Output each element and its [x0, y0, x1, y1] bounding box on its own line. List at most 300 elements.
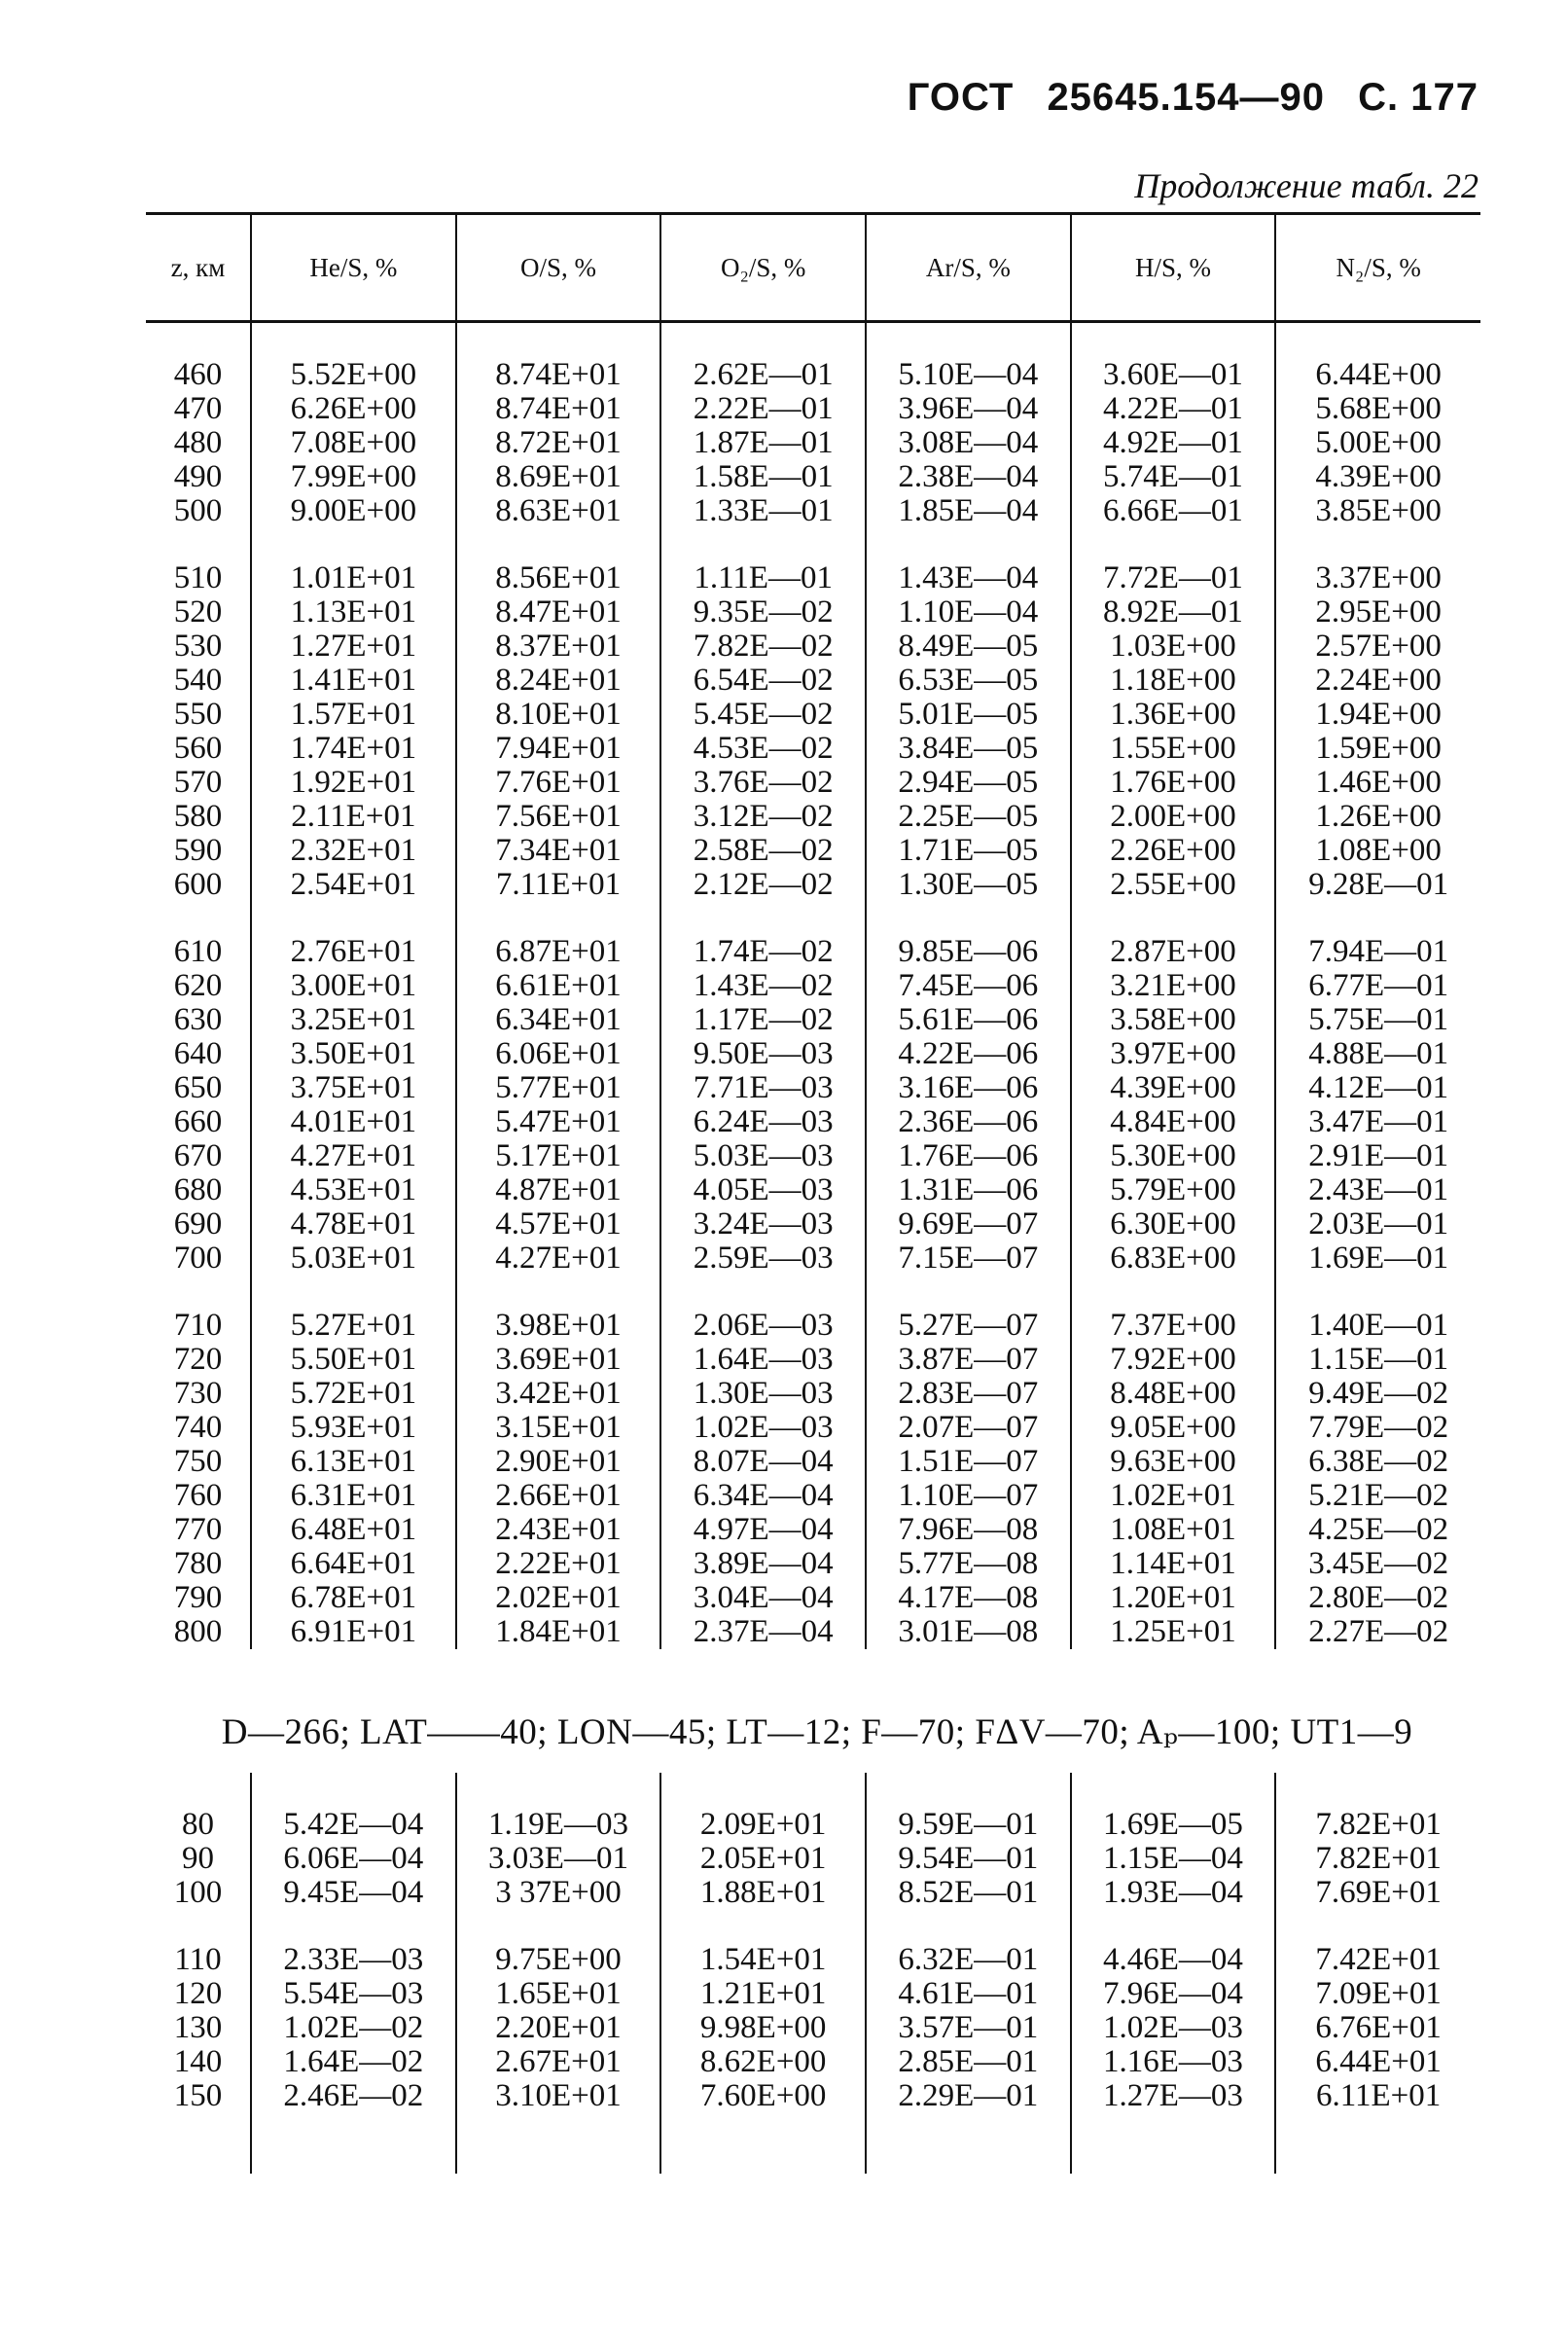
cell-o: 8.56E+01 — [456, 528, 661, 595]
table-row — [146, 969, 1480, 1003]
cell-he: 1.01E+01 — [251, 528, 456, 595]
cell-o2: 1.17E—02 — [660, 1003, 866, 1037]
cell-h: 1.02E—03 — [1071, 2011, 1276, 2045]
cell-he: 5.54E—03 — [251, 1977, 456, 2011]
table-row — [146, 494, 1480, 528]
cell-o: 1.65E+01 — [456, 1977, 661, 2011]
cell-o: 2.43E+01 — [456, 1513, 661, 1547]
tail-spacer-cell — [456, 2113, 661, 2174]
cell-ar: 3.84E—05 — [866, 732, 1071, 766]
cell-o2: 6.34E—04 — [660, 1479, 866, 1513]
cell-altitude: 590 — [173, 833, 223, 868]
cell-altitude: 660 — [173, 1104, 223, 1139]
cell-o2: 1.30E—03 — [660, 1377, 866, 1411]
cell-he: 6.13E+01 — [251, 1445, 456, 1479]
table-row — [146, 426, 1480, 460]
cell-altitude: 610 — [173, 934, 223, 969]
cell-altitude: 790 — [173, 1580, 223, 1615]
cell-h: 3.97E+00 — [1071, 1037, 1276, 1071]
cell-h: 1.15E—04 — [1071, 1842, 1276, 1876]
cell-o: 5.17E+01 — [456, 1139, 661, 1173]
cell-o: 3 37E+00 — [456, 1876, 661, 1910]
cell-o: 3.15E+01 — [456, 1411, 661, 1445]
table-row — [146, 800, 1480, 834]
cell-n2: 7.79E—02 — [1275, 1411, 1480, 1445]
cell-o2: 4.97E—04 — [660, 1513, 866, 1547]
cell-o: 2.22E+01 — [456, 1547, 661, 1581]
cell-n2: 3.45E—02 — [1275, 1547, 1480, 1581]
cell-he: 3.50E+01 — [251, 1037, 456, 1071]
cell-he: 9.45E—04 — [251, 1876, 456, 1910]
cell-n2: 2.27E—02 — [1275, 1615, 1480, 1649]
table-row — [146, 1547, 1480, 1581]
cell-h: 1.18E+00 — [1071, 664, 1276, 698]
data-table-bottom — [146, 1773, 1480, 2174]
cell-h: 6.30E+00 — [1071, 1207, 1276, 1241]
cell-ar: 9.69E—07 — [866, 1207, 1071, 1241]
cell-o2: 6.24E—03 — [660, 1105, 866, 1139]
cell-ar: 2.83E—07 — [866, 1377, 1071, 1411]
cell-ar: 1.43E—04 — [866, 528, 1071, 595]
column-header-o: O/S, % — [456, 214, 661, 322]
cell-h: 2.26E+00 — [1071, 834, 1276, 868]
cell-o: 8.24E+01 — [456, 664, 661, 698]
cell-altitude: 670 — [173, 1138, 223, 1173]
cell-o: 5.77E+01 — [456, 1071, 661, 1105]
cell-altitude: 760 — [173, 1478, 223, 1513]
cell-h: 1.55E+00 — [1071, 732, 1276, 766]
cell-o: 9.75E+00 — [456, 1910, 661, 1977]
row-group — [146, 1773, 1480, 1910]
cell-ar: 5.10E—04 — [866, 322, 1071, 393]
cell-n2: 2.80E—02 — [1275, 1581, 1480, 1615]
cell-o: 8.69E+01 — [456, 460, 661, 494]
row-group — [146, 902, 1480, 1276]
cell-h: 4.39E+00 — [1071, 1071, 1276, 1105]
cell-o2: 9.35E—02 — [660, 595, 866, 630]
tail-spacer-cell — [251, 2113, 456, 2174]
column-header-ar: Ar/S, % — [866, 214, 1071, 322]
cell-o: 8.10E+01 — [456, 698, 661, 732]
cell-o: 8.47E+01 — [456, 595, 661, 630]
cell-ar: 1.10E—07 — [866, 1479, 1071, 1513]
table-continuation-caption: Продолжение табл. 22 — [1134, 166, 1479, 205]
cell-he: 2.46E—02 — [251, 2079, 456, 2113]
cell-altitude: 690 — [173, 1206, 223, 1241]
table-row — [146, 1842, 1480, 1876]
cell-altitude: 540 — [173, 663, 223, 698]
table-row — [146, 1173, 1480, 1207]
cell-o2: 2.22E—01 — [660, 392, 866, 426]
cell-he: 7.99E+00 — [251, 460, 456, 494]
cell-n2: 1.08E+00 — [1275, 834, 1480, 868]
cell-h: 6.83E+00 — [1071, 1241, 1276, 1276]
cell-he: 6.64E+01 — [251, 1547, 456, 1581]
row-group — [146, 322, 1480, 529]
cell-ar: 3.57E—01 — [866, 2011, 1071, 2045]
cell-o2: 5.03E—03 — [660, 1139, 866, 1173]
cell-h: 8.92E—01 — [1071, 595, 1276, 630]
cell-ar: 2.94E—05 — [866, 766, 1071, 800]
table-row — [146, 1343, 1480, 1377]
table-row — [146, 595, 1480, 630]
table-row — [146, 322, 1480, 393]
cell-ar: 1.10E—04 — [866, 595, 1071, 630]
cell-altitude: 640 — [173, 1036, 223, 1071]
cell-ar: 1.51E—07 — [866, 1445, 1071, 1479]
cell-he: 5.03E+01 — [251, 1241, 456, 1276]
table-row — [146, 1037, 1480, 1071]
cell-n2: 6.44E+00 — [1275, 322, 1480, 393]
cell-h: 1.14E+01 — [1071, 1547, 1276, 1581]
cell-h: 7.37E+00 — [1071, 1276, 1276, 1343]
cell-ar: 1.71E—05 — [866, 834, 1071, 868]
table-row — [146, 1207, 1480, 1241]
cell-he: 5.50E+01 — [251, 1343, 456, 1377]
tail-spacer-cell — [660, 2113, 866, 2174]
table-row — [146, 392, 1480, 426]
cell-o: 7.76E+01 — [456, 766, 661, 800]
table-row — [146, 1910, 1480, 1977]
cell-o: 2.20E+01 — [456, 2011, 661, 2045]
cell-ar: 6.53E—05 — [866, 664, 1071, 698]
cell-altitude: 750 — [173, 1444, 223, 1479]
cell-altitude: 460 — [173, 357, 223, 392]
cell-o2: 4.05E—03 — [660, 1173, 866, 1207]
table-row — [146, 732, 1480, 766]
cell-o: 7.94E+01 — [456, 732, 661, 766]
tail-spacer-cell — [146, 2113, 251, 2174]
cell-o: 4.87E+01 — [456, 1173, 661, 1207]
cell-h: 2.00E+00 — [1071, 800, 1276, 834]
cell-h: 1.03E+00 — [1071, 630, 1276, 664]
cell-altitude: 510 — [173, 560, 223, 595]
cell-n2: 5.68E+00 — [1275, 392, 1480, 426]
cell-altitude: 680 — [173, 1172, 223, 1207]
cell-o2: 3.12E—02 — [660, 800, 866, 834]
cell-altitude: 560 — [173, 731, 223, 766]
table-row — [146, 1139, 1480, 1173]
cell-ar: 7.45E—06 — [866, 969, 1071, 1003]
cell-ar: 9.85E—06 — [866, 902, 1071, 969]
standard-label: ГОСТ — [907, 76, 1015, 119]
cell-altitude: 130 — [173, 2010, 223, 2045]
cell-ar: 5.27E—07 — [866, 1276, 1071, 1343]
table-row — [146, 460, 1480, 494]
table-row — [146, 528, 1480, 595]
cell-he: 1.57E+01 — [251, 698, 456, 732]
cell-h: 2.87E+00 — [1071, 902, 1276, 969]
table-row — [146, 902, 1480, 969]
cell-ar: 1.31E—06 — [866, 1173, 1071, 1207]
cell-altitude: 550 — [173, 697, 223, 732]
cell-h: 4.92E—01 — [1071, 426, 1276, 460]
table-row — [146, 1105, 1480, 1139]
cell-ar: 3.87E—07 — [866, 1343, 1071, 1377]
cell-n2: 1.26E+00 — [1275, 800, 1480, 834]
cell-o2: 2.58E—02 — [660, 834, 866, 868]
cell-n2: 5.21E—02 — [1275, 1479, 1480, 1513]
cell-he: 1.02E—02 — [251, 2011, 456, 2045]
column-header-n2: N₂/S, % — [1275, 214, 1480, 322]
cell-o2: 1.87E—01 — [660, 426, 866, 460]
cell-altitude: 110 — [174, 1942, 222, 1977]
table-row — [146, 1615, 1480, 1649]
table-row — [146, 1773, 1480, 1842]
cell-n2: 3.47E—01 — [1275, 1105, 1480, 1139]
cell-o2: 9.98E+00 — [660, 2011, 866, 2045]
cell-ar: 5.01E—05 — [866, 698, 1071, 732]
cell-ar: 4.17E—08 — [866, 1581, 1071, 1615]
cell-n2: 7.09E+01 — [1275, 1977, 1480, 2011]
tail-spacer-cell — [1071, 2113, 1276, 2174]
page-number: С. 177 — [1358, 76, 1479, 119]
cell-o2: 1.11E—01 — [660, 528, 866, 595]
cell-h: 2.55E+00 — [1071, 868, 1276, 902]
cell-o2: 1.64E—03 — [660, 1343, 866, 1377]
cell-n2: 2.24E+00 — [1275, 664, 1480, 698]
cell-o2: 1.21E+01 — [660, 1977, 866, 2011]
cell-altitude: 780 — [173, 1546, 223, 1581]
cell-n2: 7.69E+01 — [1275, 1876, 1480, 1910]
cell-h: 8.48E+00 — [1071, 1377, 1276, 1411]
cell-o: 2.66E+01 — [456, 1479, 661, 1513]
cell-o2: 7.60E+00 — [660, 2079, 866, 2113]
cell-he: 5.93E+01 — [251, 1411, 456, 1445]
table-row — [146, 1445, 1480, 1479]
cell-h: 6.66E—01 — [1071, 494, 1276, 528]
cell-altitude: 700 — [173, 1241, 223, 1276]
cell-n2: 7.94E—01 — [1275, 902, 1480, 969]
cell-n2: 1.69E—01 — [1275, 1241, 1480, 1276]
cell-h: 1.76E+00 — [1071, 766, 1276, 800]
cell-o: 2.02E+01 — [456, 1581, 661, 1615]
cell-he: 4.27E+01 — [251, 1139, 456, 1173]
table-row — [146, 1876, 1480, 1910]
cell-n2: 6.76E+01 — [1275, 2011, 1480, 2045]
cell-ar: 7.96E—08 — [866, 1513, 1071, 1547]
cell-n2: 6.38E—02 — [1275, 1445, 1480, 1479]
table-row — [146, 868, 1480, 902]
cell-n2: 9.28E—01 — [1275, 868, 1480, 902]
cell-altitude: 600 — [173, 867, 223, 902]
cell-n2: 4.39E+00 — [1275, 460, 1480, 494]
cell-n2: 4.25E—02 — [1275, 1513, 1480, 1547]
cell-altitude: 480 — [173, 425, 223, 460]
cell-he: 4.78E+01 — [251, 1207, 456, 1241]
cell-ar: 5.61E—06 — [866, 1003, 1071, 1037]
cell-altitude: 120 — [173, 1976, 223, 2011]
tail-spacer-cell — [866, 2113, 1071, 2174]
cell-h: 7.72E—01 — [1071, 528, 1276, 595]
cell-he: 3.25E+01 — [251, 1003, 456, 1037]
cell-n2: 3.85E+00 — [1275, 494, 1480, 528]
cell-o: 4.57E+01 — [456, 1207, 661, 1241]
cell-altitude: 710 — [173, 1308, 223, 1343]
cell-o2: 1.58E—01 — [660, 460, 866, 494]
cell-o: 2.90E+01 — [456, 1445, 661, 1479]
cell-h: 7.92E+00 — [1071, 1343, 1276, 1377]
cell-o: 8.63E+01 — [456, 494, 661, 528]
cell-h: 9.63E+00 — [1071, 1445, 1276, 1479]
cell-he: 1.92E+01 — [251, 766, 456, 800]
cell-o2: 8.07E—04 — [660, 1445, 866, 1479]
cell-o2: 2.05E+01 — [660, 1842, 866, 1876]
cell-o2: 2.59E—03 — [660, 1241, 866, 1276]
standard-number: 25645.154—90 — [1047, 76, 1326, 119]
cell-altitude: 730 — [173, 1376, 223, 1411]
cell-o: 1.19E—03 — [456, 1773, 661, 1842]
table-row — [146, 2011, 1480, 2045]
cell-h: 9.05E+00 — [1071, 1411, 1276, 1445]
table-row — [146, 698, 1480, 732]
cell-he: 6.31E+01 — [251, 1479, 456, 1513]
cell-ar: 3.96E—04 — [866, 392, 1071, 426]
cell-h: 1.20E+01 — [1071, 1581, 1276, 1615]
table-row — [146, 1513, 1480, 1547]
cell-h: 1.08E+01 — [1071, 1513, 1276, 1547]
cell-n2: 5.00E+00 — [1275, 426, 1480, 460]
cell-o: 2.67E+01 — [456, 2045, 661, 2079]
cell-o: 3.69E+01 — [456, 1343, 661, 1377]
cell-h: 4.84E+00 — [1071, 1105, 1276, 1139]
cell-he: 6.91E+01 — [251, 1615, 456, 1649]
tail-spacer-row — [146, 2113, 1480, 2174]
cell-altitude: 140 — [173, 2044, 223, 2079]
cell-altitude: 770 — [173, 1512, 223, 1547]
cell-h: 4.22E—01 — [1071, 392, 1276, 426]
cell-n2: 7.82E+01 — [1275, 1773, 1480, 1842]
cell-ar: 1.85E—04 — [866, 494, 1071, 528]
table-row — [146, 1479, 1480, 1513]
cell-o2: 1.43E—02 — [660, 969, 866, 1003]
cell-o: 5.47E+01 — [456, 1105, 661, 1139]
cell-o2: 1.88E+01 — [660, 1876, 866, 1910]
cell-o: 3.98E+01 — [456, 1276, 661, 1343]
cell-n2: 6.44E+01 — [1275, 2045, 1480, 2079]
cell-he: 9.00E+00 — [251, 494, 456, 528]
cell-o2: 5.45E—02 — [660, 698, 866, 732]
cell-he: 6.78E+01 — [251, 1581, 456, 1615]
table-row — [146, 834, 1480, 868]
cell-o2: 2.12E—02 — [660, 868, 866, 902]
cell-h: 3.58E+00 — [1071, 1003, 1276, 1037]
column-header-h: H/S, % — [1071, 214, 1276, 322]
cell-o: 8.72E+01 — [456, 426, 661, 460]
cell-n2: 7.42E+01 — [1275, 1910, 1480, 1977]
page-header — [908, 76, 1479, 120]
cell-altitude: 620 — [173, 968, 223, 1003]
cell-he: 2.32E+01 — [251, 834, 456, 868]
table-row — [146, 1276, 1480, 1343]
cell-altitude: 630 — [173, 1002, 223, 1037]
cell-o2: 4.53E—02 — [660, 732, 866, 766]
cell-h: 5.30E+00 — [1071, 1139, 1276, 1173]
cell-ar: 2.29E—01 — [866, 2079, 1071, 2113]
cell-he: 5.27E+01 — [251, 1276, 456, 1343]
cell-o: 6.06E+01 — [456, 1037, 661, 1071]
cell-o2: 1.33E—01 — [660, 494, 866, 528]
cell-ar: 2.38E—04 — [866, 460, 1071, 494]
table-row — [146, 766, 1480, 800]
cell-h: 5.74E—01 — [1071, 460, 1276, 494]
row-group — [146, 528, 1480, 902]
cell-altitude: 530 — [173, 629, 223, 664]
cell-n2: 2.91E—01 — [1275, 1139, 1480, 1173]
cell-ar: 1.30E—05 — [866, 868, 1071, 902]
cell-altitude: 800 — [173, 1614, 223, 1649]
cell-he: 2.54E+01 — [251, 868, 456, 902]
table-row — [146, 630, 1480, 664]
cell-o2: 6.54E—02 — [660, 664, 866, 698]
cell-o2: 1.54E+01 — [660, 1910, 866, 1977]
cell-he: 6.26E+00 — [251, 392, 456, 426]
cell-o2: 2.09E+01 — [660, 1773, 866, 1842]
cell-n2: 4.12E—01 — [1275, 1071, 1480, 1105]
cell-he: 2.11E+01 — [251, 800, 456, 834]
cell-he: 4.01E+01 — [251, 1105, 456, 1139]
cell-ar: 4.61E—01 — [866, 1977, 1071, 2011]
cell-he: 1.41E+01 — [251, 664, 456, 698]
cell-o2: 3.76E—02 — [660, 766, 866, 800]
cell-altitude: 520 — [173, 594, 223, 630]
cell-he: 1.13E+01 — [251, 595, 456, 630]
cell-ar: 7.15E—07 — [866, 1241, 1071, 1276]
cell-o: 1.84E+01 — [456, 1615, 661, 1649]
cell-ar: 3.01E—08 — [866, 1615, 1071, 1649]
cell-o2: 2.37E—04 — [660, 1615, 866, 1649]
table-row — [146, 1581, 1480, 1615]
cell-n2: 1.40E—01 — [1275, 1276, 1480, 1343]
cell-altitude: 470 — [173, 391, 223, 426]
cell-n2: 9.49E—02 — [1275, 1377, 1480, 1411]
cell-h: 1.25E+01 — [1071, 1615, 1276, 1649]
table-row — [146, 1071, 1480, 1105]
data-table-top — [146, 212, 1480, 1649]
cell-he: 3.00E+01 — [251, 969, 456, 1003]
cell-o2: 9.50E—03 — [660, 1037, 866, 1071]
cell-n2: 2.57E+00 — [1275, 630, 1480, 664]
cell-o: 8.74E+01 — [456, 322, 661, 393]
cell-h: 3.21E+00 — [1071, 969, 1276, 1003]
table-row — [146, 2079, 1480, 2113]
table-row — [146, 1377, 1480, 1411]
cell-ar: 2.25E—05 — [866, 800, 1071, 834]
cell-n2: 7.82E+01 — [1275, 1842, 1480, 1876]
cell-n2: 3.37E+00 — [1275, 528, 1480, 595]
cell-o: 3.10E+01 — [456, 2079, 661, 2113]
cell-he: 1.74E+01 — [251, 732, 456, 766]
column-header-altitude: z, км — [146, 214, 251, 322]
cell-ar: 5.77E—08 — [866, 1547, 1071, 1581]
cell-altitude: 90 — [182, 1841, 215, 1876]
cell-ar: 9.54E—01 — [866, 1842, 1071, 1876]
cell-o: 7.11E+01 — [456, 868, 661, 902]
cell-n2: 1.59E+00 — [1275, 732, 1480, 766]
cell-altitude: 150 — [173, 2078, 223, 2113]
cell-he: 4.53E+01 — [251, 1173, 456, 1207]
cell-he: 2.33E—03 — [251, 1910, 456, 1977]
cell-ar: 3.08E—04 — [866, 426, 1071, 460]
cell-h: 1.93E—04 — [1071, 1876, 1276, 1910]
cell-h: 5.79E+00 — [1071, 1173, 1276, 1207]
cell-o2: 1.74E—02 — [660, 902, 866, 969]
cell-o2: 3.04E—04 — [660, 1581, 866, 1615]
cell-altitude: 570 — [173, 765, 223, 800]
cell-ar: 8.52E—01 — [866, 1876, 1071, 1910]
cell-altitude: 500 — [173, 493, 223, 528]
cell-altitude: 580 — [173, 799, 223, 834]
